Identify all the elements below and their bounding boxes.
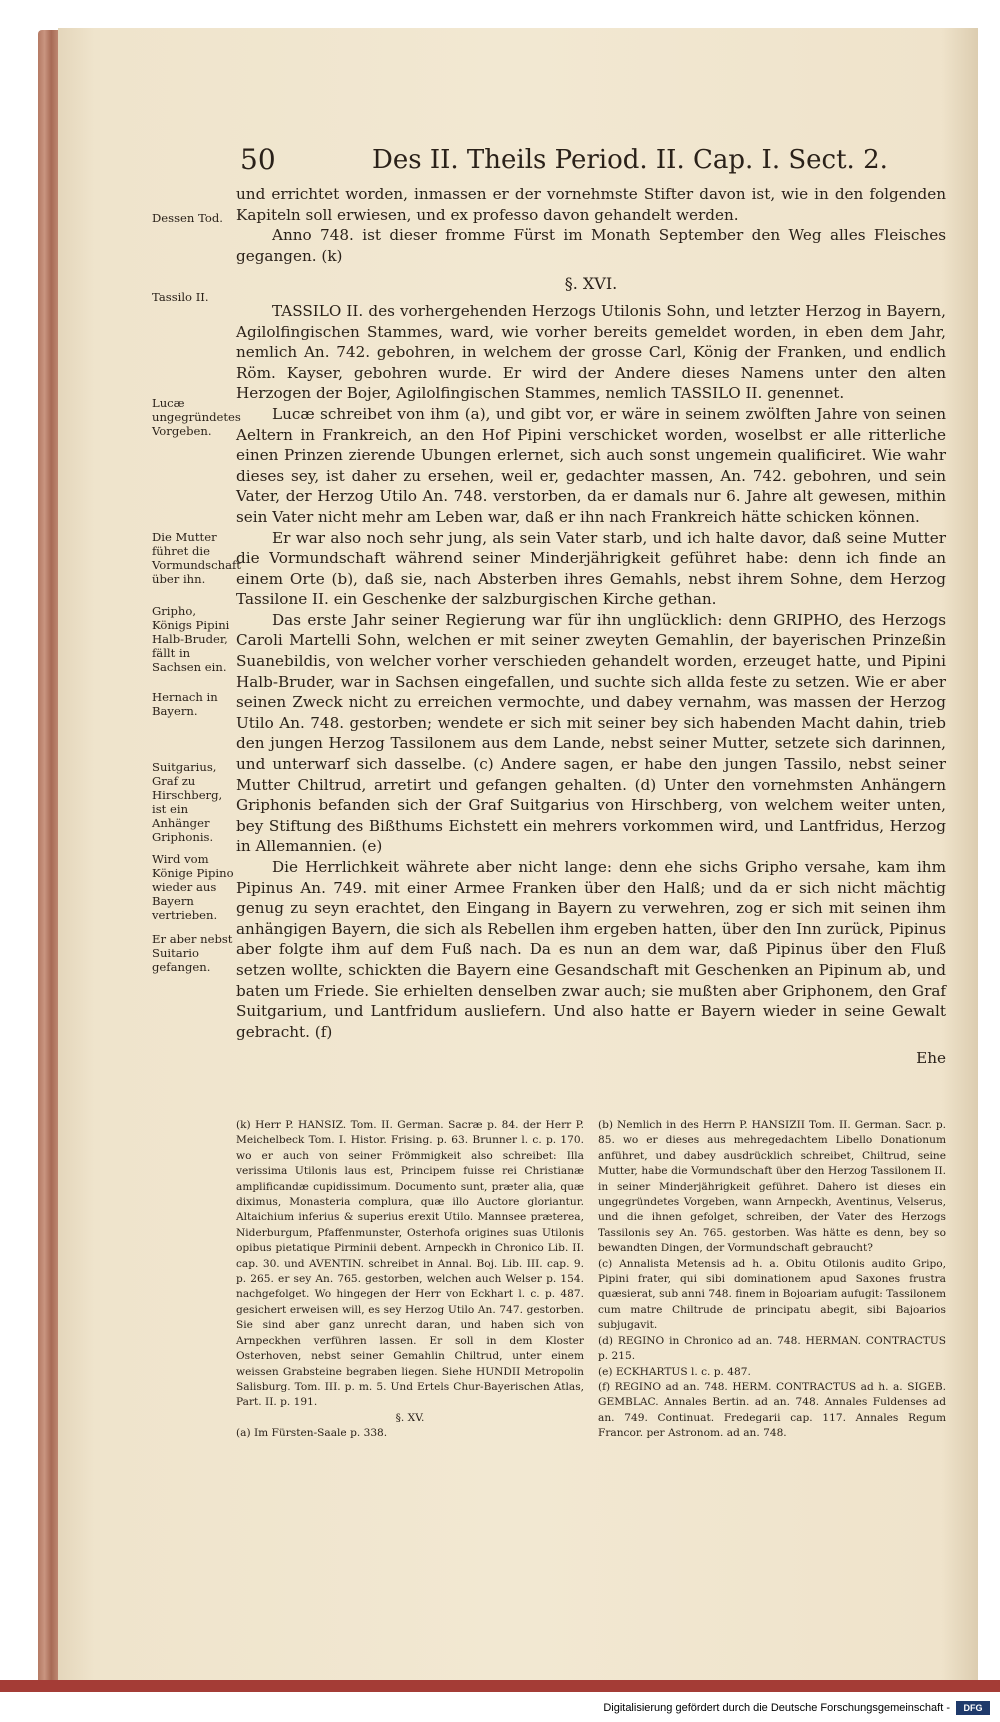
footnote-e: (e) ECKHARTUS l. c. p. 487. — [598, 1365, 751, 1378]
paragraph: und errichtet worden, inmassen er der vornehmste Stifter davon ist, wie in den folgenden Kapiteln soll erwiesen, und ex professo davon gehandelt werden. — [236, 185, 946, 224]
margin-note: Wird vom Könige Pipino wieder aus Bayern vertrieben. — [152, 852, 234, 922]
margin-note: Suitgarius, Graf zu Hirschberg, ist ein Anhänger Griphonis. — [152, 760, 223, 844]
book-edge — [38, 30, 60, 1690]
footnote-k: (k) Herr P. HANSIZ. Tom. II. German. Sacræ p. 84. der Herr P. Meichelbeck Tom. I. Histor. Frising. p. 63. Brunner l. c. p. 170. wo er auch von seiner Frömmigkeit also schreibet: Illa verissima Utilonis laus est, Principem fuisse rei Christianæ amplificandæ cupidissimum. Documento sunt, præter alia, quæ diximus, Monasteria complura, quæ illo Auctore gloriantur. Altaichium inferius & superius erexit Utilo. Mannsee præterea, Niderburgum, Pfaffenmunster, Osterhofa origines suas Utilonis opibus pietatique Pirminii debent. Arnpeckh in Chronico Lib. II. cap. 30. und AVENTIN. schreibet in Annal. Boj. Lib. III. cap. 9. p. 265. er sey An. 765. gestorben, welchen auch Welser p. 154. nachgefolget. Wo hingegen der Herr von Eckhart l. c. p. 487. gesichert erweisen will, es sey Herzog Utilo An. 747. gestorben. Sie sind aber ganz unrecht daran, und haben sich von Arnpeckhen verführen lassen. Er soll in dem Kloster Osterhoven, nebst seiner Gemahlin Chiltrud, unter einem weissen Grabsteine begraben liegen. Siehe HUNDII Metropolin Salisburg. Tom. III. p. m. 5. Und Ertels Chur-Bayerischen Atlas, Part. II. p. 191. — [236, 1119, 584, 1409]
digitization-credit: Digitalisierung gefördert durch die Deutsche Forschungsgemeinschaft - — [603, 1702, 950, 1714]
footnote-f: (f) REGINO ad an. 748. HERM. CONTRACTUS ad h. a. SIGEB. GEMBLAC. Annales Bertin. ad an. 748. Annales Fuldenses ad an. 749. Continuat. Fredegarii cap. 117. Annales Regum Francor. per Astronom. ad an. 748. — [598, 1380, 946, 1440]
dfg-logo: DFG — [956, 1701, 990, 1715]
margin-note: Tassilo II. — [152, 290, 209, 304]
footnote-section-mark: §. XV. — [395, 1411, 425, 1424]
footnote-a: (a) Im Fürsten-Saale p. 338. — [236, 1427, 388, 1440]
paragraph: Er war also noch sehr jung, als sein Vater starb, und ich halte davor, daß seine Mutter die Vormundschaft während seiner Minderjährigkeit geführet habe: denn ich finde an einem Orte (b), daß sie, nach Absterben ihres Gemahls, nebst ihrem Sohne, dem Herzog Tassilone II. ein Geschenke der salzburgischen Kirche gethan. — [236, 528, 946, 609]
margin-note: Hernach in Bayern. — [152, 690, 218, 718]
page-header — [240, 143, 940, 183]
footnote-d: (d) REGINO in Chronico ad an. 748. HERMAN. CONTRACTUS p. 215. — [598, 1334, 946, 1363]
footnote-b: (b) Nemlich in des Herrn P. HANSIZII Tom. II. German. Sacr. p. 85. wo er dieses aus mehregedachtem Libello Donationum anführet, und dabey ausdrücklich schreibet, Chiltrud, seine Mutter, habe die Vormundschaft über den Herzog Tassilonem II. in seiner Minderjährigkeit geführet. Dahero ist dieses ein ungegründetes Vorgeben, wann Arnpeckh, Aventinus, Velserus, und die ihnen gefolget, schreiben, der Vater des Herzogs Tassilonis sey An. 765. gestorben. Was hätte es denn, bey so bewandten Dingen, der Vormundschaft gebraucht? — [598, 1119, 946, 1255]
footnote-c: (c) Annalista Metensis ad h. a. Obitu Otilonis audito Gripo, Pipini frater, qui sibi dominationem apud Saxones frustra quæsierat, sub anni 748. finem in Bojoariam aufugit: Tassilonem cum matre Chiltrude de principatu abegit, sibi Bajoarios subjugavit. — [598, 1257, 946, 1332]
book-cover-edge — [0, 1680, 1000, 1692]
margin-note: Die Mutter führet die Vormundschaft über ihn. — [152, 530, 241, 586]
catchword: Ehe — [916, 1049, 946, 1068]
body-text — [236, 184, 946, 1069]
page-number: 50 — [240, 143, 276, 176]
margin-note: Er aber nebst Suitario gefangen. — [152, 932, 233, 974]
paragraph: TASSILO II. des vorhergehenden Herzogs Utilonis Sohn, und letzter Herzog in Bayern, Agilolfingischen Stammes, ward, wie vorher bereits gemeldet worden, in eben dem Jahr, nemlich An. 742. gebohren, in welchem der grosse Carl, König der Franken, und endlich Röm. Kayser, gebohren wurde. Er wird der Andere dieses Namens unter den alten Herzogen der Bojer, Agilolfingischen Stammes, nemlich TASSILO II. genennet. — [236, 301, 946, 403]
paragraph: Das erste Jahr seiner Regierung war für ihn unglücklich: denn GRIPHO, des Herzogs Caroli Martelli Sohn, welchen er mit seiner zweyten Gemahlin, der bayerischen Prinzeßin Suanebildis, von welcher vorher verschieden gehandelt worden, erzeuget hatte, und Pipini Halb-Bruder, war in Sachsen eingefallen, und suchte sich allda feste zu setzen. Wie er aber seinen Zweck nicht zu erreichen vermochte, und dabey vernahm, was massen der Herzog Utilo An. 748. gestorben; wendete er sich mit seiner bey sich habenden Macht dahin, trieb den jungen Herzog Tassilonem aus dem Lande, nebst seiner Mutter, setzete sich darinnen, und unterwarf sich dasselbe. (c) Andere sagen, er habe den jungen Tassilo, nebst seiner Mutter Chiltrud, arretirt und gefangen gehalten. (d) Unter den vornehmsten Anhängern Griphonis befanden sich der Graf Suitgarius von Hirschberg, von welchem weiter unten, bey Stiftung des Bißthums Eichstett ein mehrers vorkommen wird, und Lantfridus, Herzog in Allemannien. (e) — [236, 610, 946, 856]
footnotes-right-column — [598, 1118, 946, 1442]
margin-note: Lucæ ungegründetes Vorgeben. — [152, 396, 241, 438]
page-margin — [0, 0, 40, 1722]
section-heading: §. XVI. — [564, 274, 618, 294]
paragraph: Anno 748. ist dieser fromme Fürst im Monath September den Weg alles Fleisches gegangen. (k) — [236, 226, 946, 265]
paragraph: Lucæ schreibet von ihm (a), und gibt vor, er wäre in seinem zwölften Jahre von seinen Aeltern in Frankreich, an den Hof Pipini verschicket worden, woselbst er alle ritterliche einen Prinzen zierende Ubungen erlernet, sich auch sonst ungemein qualificiret. Wie wahr dieses sey, ist daher zu ersehen, weil er, gedachter massen, An. 742. gebohren, und sein Vater, der Herzog Utilo An. 748. verstorben, da er damals nur 6. Jahre alt gewesen, mithin sein Vater nicht mehr am Leben war, daß er ihn nach Frankreich hätte schicken können. — [236, 404, 946, 526]
margin-note: Dessen Tod. — [152, 211, 223, 225]
paragraph: Die Herrlichkeit währete aber nicht lange: denn ehe sichs Gripho versahe, kam ihm Pipinus An. 749. mit einer Armee Franken über den Halß; und da er sich nicht mächtig genug zu seyn erachtet, den Eingang in Bayern zu verwehren, zog er sich mit seinen ihm anhängigen Bayern, die sich als Rebellen ihm ergeben hatten, über den Inn zurück, Pipinus aber folgte ihm auf dem Fuß nach. Da es nun an dem war, daß Pipinus über den Fluß setzen wollte, schickten die Bayern eine Gesandschaft mit Geschenken an Pipinum ab, und baten um Friede. Sie erhielten denselben zwar auch; sie mußten aber Griphonem, den Graf Suitgarium, und Lantfridum ausliefern. Und also hatte er Bayern wieder in seine Gewalt gebracht. (f) — [236, 858, 946, 1041]
margin-note: Gripho, Königs Pipini Halb-Bruder, fällt in Sachsen ein. — [152, 604, 230, 674]
footnotes-left-column — [236, 1118, 584, 1442]
running-title: Des II. Theils Period. II. Cap. I. Sect. 2. — [372, 145, 888, 175]
